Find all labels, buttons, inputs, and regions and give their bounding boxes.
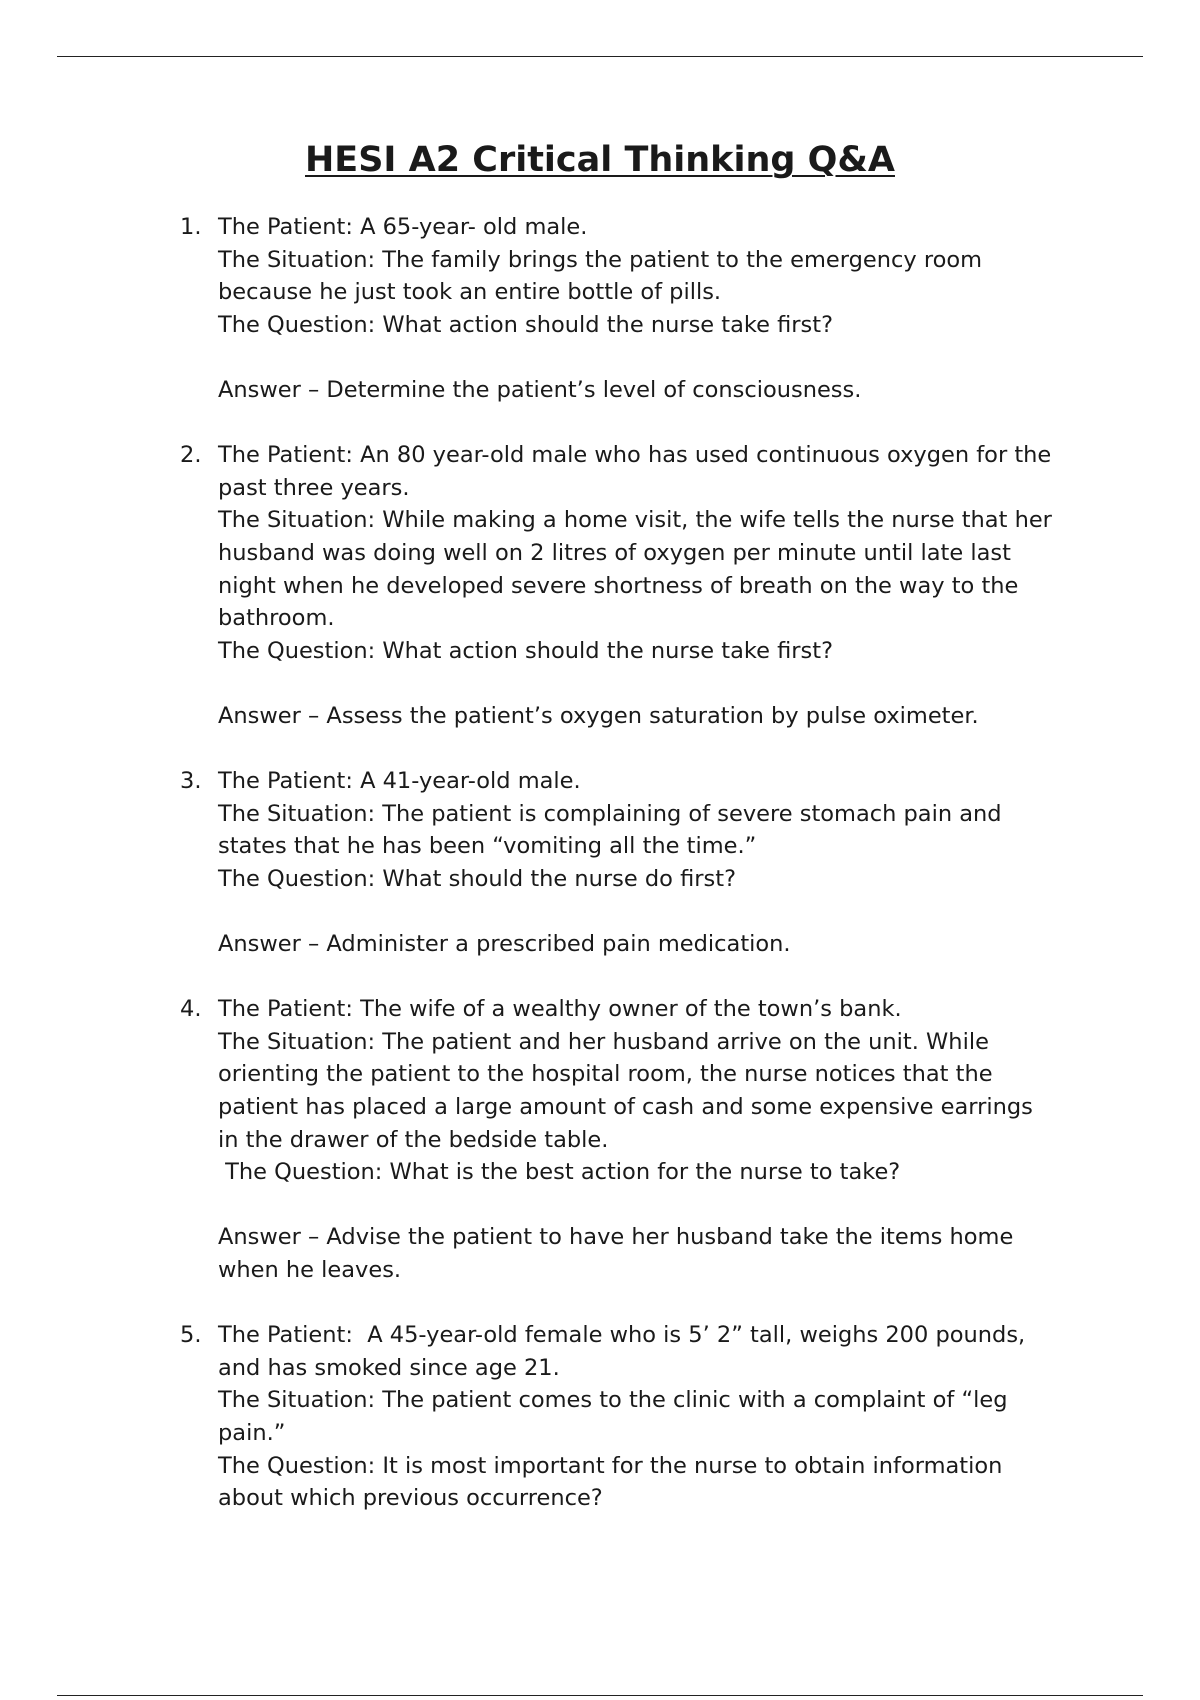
patient-text: The Patient: A 41-year-old male.: [218, 768, 581, 795]
question-text: The Question: What should the nurse do first?: [218, 865, 737, 892]
question-item-1: [0, 211, 1200, 407]
situation-text: The Situation: The patient and her husband arrive on the unit. While orienting the patient to the hospital room, the nurse notices that the patient has placed a large amount of cash and some expensive earrings in the drawer of the bedside table.: [218, 1028, 1041, 1153]
answer-text: Answer – Determine the patient’s level of consciousness.: [218, 376, 862, 403]
situation-text: The Situation: The patient comes to the clinic with a complaint of “leg pain.”: [218, 1387, 1015, 1446]
spacer: [218, 1189, 1060, 1222]
patient-text: The Patient: A 65-year- old male.: [218, 214, 588, 240]
question-item-4: [0, 993, 1200, 1286]
answer-text: Answer – Advise the patient to have her husband take the items home when he leaves.: [218, 1224, 1021, 1283]
spacer: [218, 895, 1060, 928]
question-item-5: [0, 1319, 1200, 1515]
patient-text: The Patient: A 45-year-old female who is 5’ 2” tall, weighs 200 pounds, and has smoked since age 21.: [218, 1322, 1033, 1381]
header-rule: [57, 56, 1143, 57]
question-text: The Question: It is most important for the nurse to obtain information about which previous occurrence?: [218, 1452, 1010, 1512]
question-number: 1.: [180, 214, 202, 240]
question-item-2: [0, 439, 1200, 732]
question-text: The Question: What is the best action for the nurse to take?: [218, 1159, 901, 1186]
answer-text: Answer – Administer a prescribed pain medication.: [218, 931, 791, 958]
answer-text: Answer – Assess the patient’s oxygen saturation by pulse oximeter.: [218, 702, 979, 729]
footer-rule: [57, 1695, 1143, 1696]
question-text: The Question: What action should the nurse take first?: [218, 311, 834, 338]
spacer: [218, 341, 1060, 374]
question-item-3: [0, 765, 1200, 961]
question-number: 5.: [180, 1322, 202, 1349]
question-text: The Question: What action should the nurse take first?: [218, 637, 834, 664]
situation-text: The Situation: While making a home visit, the wife tells the nurse that her husband was doing well on 2 litres of oxygen per minute until late last night when he developed severe shortness of breath on the way to the bathroom.: [218, 507, 1060, 632]
patient-text: The Patient: An 80 year-old male who has used continuous oxygen for the past three years.: [218, 442, 1059, 501]
spacer: [218, 667, 1060, 700]
page-title: HESI A2 Critical Thinking Q&A: [305, 140, 895, 180]
question-list: [0, 211, 1200, 1547]
situation-text: The Situation: The patient is complaining of severe stomach pain and states that he has been “vomiting all the time.”: [218, 800, 1009, 860]
question-number: 2.: [180, 442, 202, 469]
situation-text: The Situation: The family brings the patient to the emergency room because he just took an entire bottle of pills.: [218, 246, 990, 306]
question-number: 4.: [180, 996, 202, 1023]
question-number: 3.: [180, 768, 202, 795]
patient-text: The Patient: The wife of a wealthy owner of the town’s bank.: [218, 996, 902, 1023]
